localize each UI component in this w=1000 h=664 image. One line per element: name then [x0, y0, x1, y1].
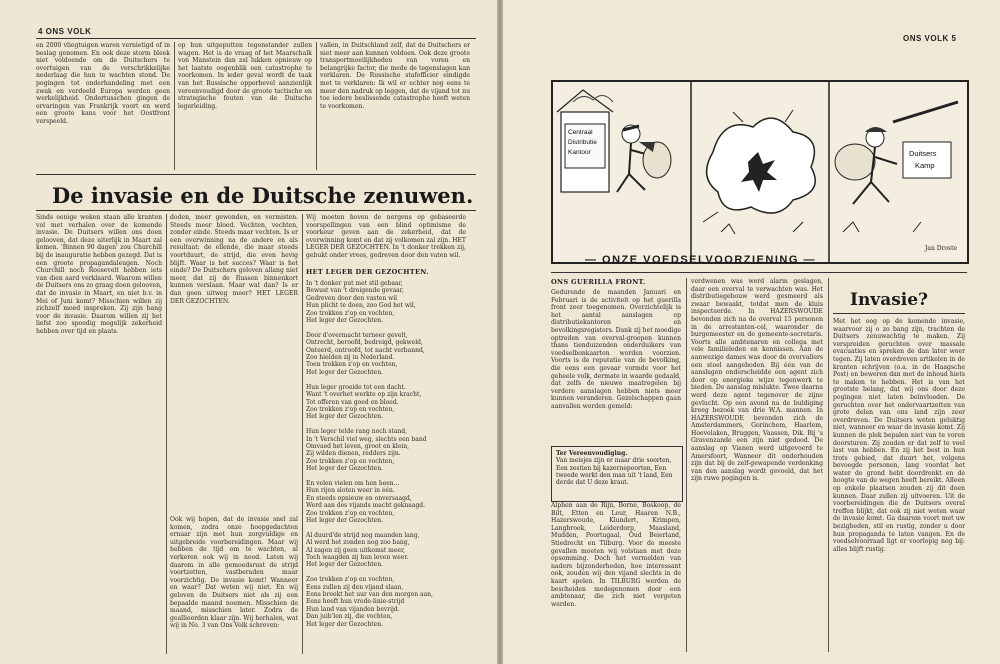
svg-text:Distributie: Distributie	[568, 139, 597, 146]
section-rule	[551, 272, 967, 273]
artist-signature: Jan Droste	[925, 245, 958, 252]
section-rule	[36, 174, 476, 175]
column-divider	[686, 278, 687, 652]
guerilla-column-1: Gedurende de maanden Januari en Februari is de activiteit op het guerilla front zeer toegenomen. Overzichtelijk is het aantal aanslagen op distributiekantoren en bevolkingsregisters. Dank zij het moedige optreden van overval-groepen kunnen thans tienduizenden onderduikers van voedselbonkaarten worden voorzien. Voorts is de reputatie van de bevolking, die eens een gevaar vormde voor het geheele volk, dermate in waarde gedaald, dat zelfs de nieuwe maatregelen bij verdere aanslagen hebben niets meer kunnen veranderen. Gezelschappen gaan aanvallen werden gemeld:	[551, 289, 681, 410]
header-rule	[36, 38, 476, 39]
invasie-headline: Invasie?	[850, 290, 929, 310]
poem-leger-der-gezochten: In 't donker put met stil gebaar, Bewust van 't dreigende gevaar, Gedreven door den vasten wil Hun plicht te doen, zoo God het wil, Zoo trokken z'op en vochten, Het leger der Gezochten. Door d'overmacht terneer gevelt, Ontrecht, beroofd, bedreigd, gekweld, Onteerd, ontroofd, tot nacht verbannd, Zoo hielden zij in Nederland. Toen trokken z'op en vochten, Het leger der Gezochten. Hun leger groeide tot een dacht. Want 't overhet werkte op zijn kracht, Tot offeren van goed en bloed. Zoo trokken z'op en vochten, Het leger der Gezochten. Hun leger telde rang noch stand, In 't Verschil viel weg, slechts een band Omvaed het leven, groot en klein, Zij wilden dienen, redders zijn. Zoo trokken z'op en vochten, Het leger der Gezochten. En velen vielen om hen heen... Hun rijen sloten weer in één. En steeds opnieuw en onversaagd, Werd aan des vijands macht geknaagd. Zoo trokken z'op en vochten, Het leger der Gezochten. Al duurd'de strijd nog maanden lang, Al werd het zonden nog zoo bang, Al zagen zij geen uitkomst meer, Toch waagden zij hun leven weer. Het leger der Gezochten. Zoo trokken z'op en vochten, Eens zullen zij den vijand slaan, Eens breekt het uur van den morgen aan, Eens heeft hun vrede-linie-strijd Hun land van vijanden bevrijd. Dan juib'len zij, die vochten, Het leger der Gezochten.	[306, 280, 433, 628]
column-divider	[302, 214, 303, 654]
column-divider	[316, 42, 317, 170]
explosion-drawing	[703, 110, 815, 234]
left-page	[0, 0, 497, 664]
boxed-verse-text: Van meisjes zijn er maar drie soorten, Een zestien bij kazernepoorten, Een tweede werkt den man uit 't land, Een derde dat U deze kraut.	[556, 457, 673, 487]
sign-text-1: Centraal	[568, 129, 593, 136]
article-column-3: Wij moeten hoven de nergens op gebaseerde voorspellingen van een blind optimisme de voorkeur geven aan de zekerheid, dat de overwinning komt en dat zij volkomen zal zijn. HET LEGER DER GEZOCHTEN. In 't donker trekken zij, gebukt onder vrees, gedreven door den vaten wil.	[306, 214, 466, 259]
top-column-2: op hun uitgeputten tegenstander zullen wagen. Het is de vraag of het Maarschalk von Manstein dan zal lukken opnieuw op het laatste oogenblik een catastrophe te voorkomen. In ieder geval wordt de taak van het Russische opperbevel aanzienlijk vereenvoudigd door de groote tactische en strategische fouten van de Duitsche legerleiding.	[178, 42, 312, 110]
boxed-verse-title: Ter Vereenvoudiging.	[556, 450, 628, 457]
boxed-verse	[551, 446, 683, 502]
column-divider	[828, 278, 829, 652]
article-column-2-bottom: Ook wij hopen, dat de invasie snel zal komen, zodra onze hoopgedachten ernaar zijn met hun zorgvuldige en uitgebreide voorbereidingen. Maar wij hebben de tijd om te wachten, al verkeren ook wij in nood. Laten wij daarom in alle gemoedsrust de strijd voortzetten, vastberaden maar voorzichtig. De invasie komt! Wanneer en waar? Dat weten wij niet. En wij geloven de Duitsers niet als zij een bepaalde maand noemen. Misschien de maand, misschien later. Zodra de geallieerden klaar zijn. Wij herhalen, wat wij in No. 3 van Ons Volk schreven:	[170, 516, 298, 630]
guerilla-column-1-bottom: Alphen aan de Rijn, Borne, Boskoop, de Bilt, Etten en Leur, Haaren N.B., Hazerswoude, Klundert, Krimpen, Langbroek, Leiderdorp, Maasland, Mudden, Poortugaal, Oud Beierland, Stiedrecht en Tilburg. Voor de meeste gevallen moeten wij volstaan met deze opsomming. Doch het vermelden van nadere bijzonderheden, hoe interessant ook, zouden wij den vijand slechts in de kaart spelen. In TILBURG werden de bescheiden medegenomen door een ambtenaar, die zich niet vergeten werden.	[551, 502, 681, 608]
cartoon-illustration	[553, 82, 967, 262]
top-column-3: vallen, in Duitschland zelf, dat de Duitschers er niet meer aan kunnen voldoen. Ook deze groote transportmoeilijkheden van voren en belangrijke factor, die mede de tegenslagen kan verklaren. De Russische stafofficier eindigde met te verklaren: Ik wil er echter nog eens te meer den nadruk op leggen, dat de vijand tot nu toe iedere beslissende catastrophe heeft weten te voorkomen.	[320, 42, 470, 110]
page-header-right: ONS VOLK 5	[903, 34, 957, 43]
section-rule	[833, 313, 965, 314]
section-rule	[36, 210, 476, 211]
svg-text:Kantoor: Kantoor	[568, 149, 591, 156]
page-header-left: 4 ONS VOLK	[38, 27, 92, 36]
headline-invasie-zenuwen: De invasie en de Duitsche zenuwen.	[52, 183, 474, 208]
column-divider	[166, 214, 167, 654]
cartoon-panel	[551, 80, 969, 264]
distribution-office-drawing	[557, 90, 671, 192]
poem-title: HET LEGER DER GEZOCHTEN.	[306, 268, 429, 276]
guerilla-column-2: verdwenen was werd alarm geslagen, daar een overval te verwachten was. Het distributiegebouw werd gesmeerd als zwaar bewaakt, totdat men de kluis inspecteerde. In HAZERSWOUDE bevonden zich na de overval 15 personen in de arrestanten-cel, waaronder de burgemeester en de gemeente-secretaris. Voorts alle ambtenaren en collega met vele familieleden en kennissen. Aan de aanwezige dames was door de overvallers een stoel aangeboden. Bij één van de aanslagen onderscheidde een agent zich door op energieke wijze tegenwerk te bieden. De aanslag mislukte. Twee daarna werd deze agent tegenover de zijne gevlucht. Op een avond na de buldiging kreeg bezoek van drie W.A. mannen. In HAZERSWOUDE bevonden zich de Amsterdammers, Gorinchem, Haarlem, Hoevelaken, Bruggen, Vaassen, Dik. Bij 's Gravenzande een zijn niet gedood. De aanslag op Vianen werd uitgevoerd te Amersfoort, Wanneer dit onderhouden zijn dat bij de zelf-gewapende verdenking van den aanslag wordt gevoeld, dat het zijn ruwe pogingen is.	[691, 278, 823, 483]
article-column-1: Sinds eenige weken staan alle kranten vol met verhalen over de komende invasie. De Duitsers willen ons doen gelooven, dat deze uiterlijk in Maart zal komen. 'Binnen 90 dagen' zou Churchill bij de inauguratie hebben gezegd. Dat is een groote propagandaleugen. Noch Churchill noch Roosevelt hebben iets van dien aard verklaard. Waarom willen de Duitsers ons zo graag doen gelooven, dat de invasie in Maart, en niet b.v. in Mei of Juni komt? Misschien willen zij zichzelf moed inspreken. Zij zijn bang voor de invasie. Daarom willen zij het liefst zoo spoedig mogelijk zekerheid hebben over tijd en plaats.	[36, 214, 162, 335]
svg-text:Kamp: Kamp	[915, 161, 935, 170]
invasie-column: Met het oog op de komende invasie, waarvoor zij o zo bang zijn, trachten de Duitsers zenuwachtig te maken. Zij verspreiden geruchten over massale evacuaties en spreken de dan later weer tegen. Zij laten overdreven artikelen in de kranten schrijven (o.a. in de Haagsche Post) en beweren dan met de inhoud hiets te maken te hebben. Het is van het grootste belang, dat wij ons door deze pogingen niet laten beïnvloeden. De geruchten over het ondervaartzetten van grote delen van ons land zijn zeer overdreven. De Duitsers weten geluktig niet, wanneer en waar de invasie komt. Zij kunnen de plek bepalen niet van te voren doorsturen. Zij zouden er dat zelf te veel last van hebben. En zij het best in hun trots gebied, dat duurt het, volgens bevoegde personen, lang voordat het water de grond hebt doordrenkt en de hoogte van de wegen heeft bereikt. Alleen op enkele plaatsen zouden zij dit doen kunnen. Daar zullen zij uitvoeren. Uit de voorbereidingen die de Duitsers overal treffen blijkt, dat ook zij niet weten waar de invasie komt. Ga daarom voort met uw bezigheden, stil en rustig, zonder u door hun propaganda te laten vangen. En de voedselvoorraad ligt er voorlopig nog bij: alles blijft rustig.	[833, 318, 965, 553]
column-divider	[174, 42, 175, 170]
article-column-2: doden, meer gewonden, en vermisten. Steeds meer bloed. Vechten, vechten, zonder einde. Steeds maar vechten. Is er een overwinning na de andere en als resultaat: de ellende, die maar steeds voortduurt, de strijd, die even hevig blijft. Waar is het succes? Waar is het einde? De Duitschers geloven allang niet meer, dat zij de Russen binnenkort kunnen verslaan. Maar wat dan? Is er dan geen uitweg meer? HET LEGER DER GEZOCHTEN.	[170, 214, 298, 305]
soldier-drawing	[835, 102, 958, 252]
top-column-1: en 2000 vliegtuigen waren vernietigd of in beslag genomen. En ook deze storm bleek niet voldoende om de Duitschers te overtuigen van de verschrikkelijke nederlaag die hun te wachten stond. De pogingen tot onderhandeling met een zwak en verdeeld Europa werden geen werkelijkheid. Ondertusschen gingen de ervaringen van Frankrijk voort en werd een groote kans voor het Oostfront verspeeld.	[36, 42, 170, 125]
cartoon-caption: — ONZE VOEDSELVOORZIENING —	[585, 254, 816, 266]
guerilla-front-subhead: ONS GUERILLA FRONT.	[551, 278, 646, 286]
sign-text-2: Duitsers	[909, 149, 937, 158]
